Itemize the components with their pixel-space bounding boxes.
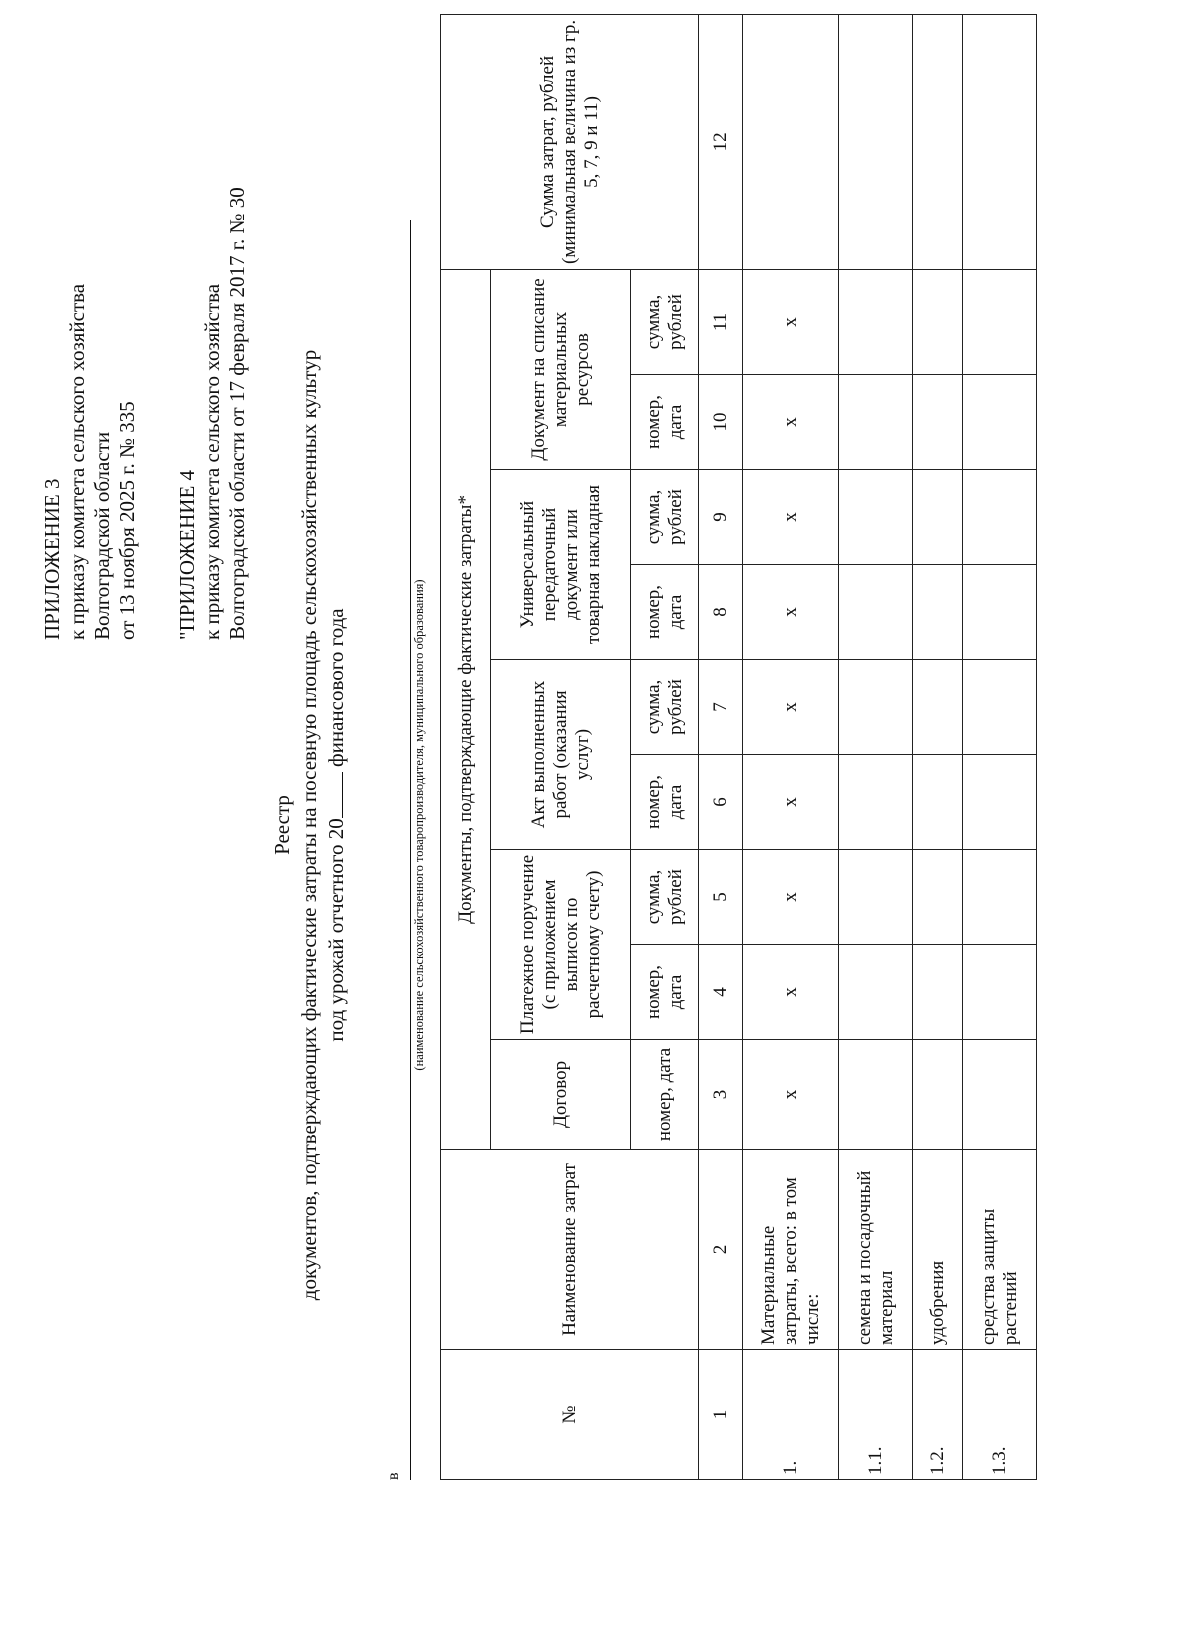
- table-cell: [913, 849, 963, 944]
- table-cell: [913, 754, 963, 849]
- colnum-cell: 11: [699, 269, 743, 374]
- subtitle-year-prefix: под урожай отчетного 20: [324, 818, 348, 1042]
- colnum-cell: 9: [699, 469, 743, 564]
- appendix-4-line: Волгоградской области от 17 февраля 2017 г. № 30: [225, 187, 249, 640]
- document-title: Реестр: [270, 795, 294, 855]
- appendix-3-title: ПРИЛОЖЕНИЕ 3: [40, 478, 64, 640]
- header-contract: Договор: [491, 1039, 631, 1149]
- appendix-3-block: [40, 284, 140, 640]
- table-cell: [839, 944, 913, 1039]
- table-cell: [963, 469, 1037, 564]
- table-cell: [963, 754, 1037, 849]
- table-cell: [963, 374, 1037, 469]
- table-cell: [839, 469, 913, 564]
- colnum-cell: 2: [699, 1149, 743, 1349]
- table-cell: [913, 659, 963, 754]
- row-name: семена и посадочный материал: [839, 1149, 913, 1349]
- table-cell: [839, 269, 913, 374]
- table-cell: [839, 14, 913, 269]
- table-cell: [839, 849, 913, 944]
- table-cell: x: [743, 269, 839, 374]
- table-cell: x: [743, 469, 839, 564]
- table-cell: [913, 944, 963, 1039]
- table-cell: [963, 564, 1037, 659]
- row-name: средства защиты растений: [963, 1149, 1037, 1349]
- table-cell: [963, 14, 1037, 269]
- colnum-cell: 8: [699, 564, 743, 659]
- table-cell: [913, 14, 963, 269]
- v-letter: в: [385, 1472, 402, 1480]
- table-cell: x: [743, 944, 839, 1039]
- colnum-cell: 4: [699, 944, 743, 1039]
- header-payment: Платежное поручение (с приложением выписок по расчетному счету): [491, 849, 631, 1039]
- table-cell: [913, 374, 963, 469]
- producer-note: (наименование сельскохозяйственного товаропроизводителя, муниципального образования): [412, 579, 426, 1071]
- row-number: 1.3.: [963, 1349, 1037, 1479]
- sub-number-date: номер, дата: [631, 374, 699, 469]
- table-cell: x: [743, 754, 839, 849]
- header-no: №: [441, 1349, 699, 1479]
- sub-sum: сумма, рублей: [631, 269, 699, 374]
- document-subtitle-year: [324, 0, 349, 1650]
- table-row: [743, 14, 839, 1479]
- colnum-cell: 1: [699, 1349, 743, 1479]
- table-cell: x: [743, 1039, 839, 1149]
- table-cell: [913, 1039, 963, 1149]
- table-cell: [963, 849, 1037, 944]
- colnum-cell: 10: [699, 374, 743, 469]
- document-subtitle: документов, подтверждающих фактические затраты на посевную площадь сельскохозяйственных культур: [297, 349, 321, 1301]
- table-cell: [913, 564, 963, 659]
- table-cell: [963, 269, 1037, 374]
- table-cell: [963, 944, 1037, 1039]
- table-cell: [963, 1039, 1037, 1149]
- registry-table: [440, 14, 1037, 1480]
- producer-line: [410, 220, 411, 1480]
- sub-number-date: номер, дата: [631, 564, 699, 659]
- appendix-3-line: Волгоградской области: [90, 431, 114, 640]
- table-cell: [913, 269, 963, 374]
- table-cell: x: [743, 374, 839, 469]
- header-upd: Универсальный передаточный документ или товарная накладная: [491, 469, 631, 659]
- sub-number-date: номер, дата: [631, 754, 699, 849]
- header-act: Акт выполненных работ (оказания услуг): [491, 659, 631, 849]
- row-number: 1.: [743, 1349, 839, 1479]
- colnum-cell: 6: [699, 754, 743, 849]
- header-writeoff: Документ на списание материальных ресурсов: [491, 269, 631, 469]
- sub-contract-number-date: номер, дата: [631, 1039, 699, 1149]
- colnum-cell: 7: [699, 659, 743, 754]
- subtitle-year-suffix: финансового года: [324, 608, 348, 767]
- header-name: Наименование затрат: [441, 1149, 699, 1349]
- row-number: 1.1.: [839, 1349, 913, 1479]
- table-cell: [839, 374, 913, 469]
- table-cell: x: [743, 564, 839, 659]
- sub-sum: сумма, рублей: [631, 849, 699, 944]
- table-cell: [963, 659, 1037, 754]
- row-name: удобрения: [913, 1149, 963, 1349]
- header-sum: Сумма затрат, рублей (минимальная величина из гр. 5, 7, 9 и 11): [441, 14, 699, 269]
- table-cell: [913, 469, 963, 564]
- table-cell: x: [743, 849, 839, 944]
- table-row: [913, 14, 963, 1479]
- appendix-4-block: [175, 187, 250, 640]
- table-cell: x: [743, 659, 839, 754]
- table-row: [839, 14, 913, 1479]
- colnum-cell: 5: [699, 849, 743, 944]
- table-cell: [839, 1039, 913, 1149]
- appendix-4-title: "ПРИЛОЖЕНИЕ 4: [175, 469, 199, 640]
- colnum-cell: 3: [699, 1039, 743, 1149]
- table-cell: [839, 754, 913, 849]
- appendix-3-line: от 13 ноября 2025 г. № 335: [115, 401, 139, 640]
- appendix-4-line: к приказу комитета сельского хозяйства: [200, 283, 224, 640]
- row-number: 1.2.: [913, 1349, 963, 1479]
- sub-sum: сумма, рублей: [631, 659, 699, 754]
- row-name: Материальные затраты, всего: в том числе:: [743, 1149, 839, 1349]
- sub-sum: сумма, рублей: [631, 469, 699, 564]
- appendix-3-line: к приказу комитета сельского хозяйства: [65, 283, 89, 640]
- header-docs-group: Документы, подтверждающие фактические затраты*: [441, 269, 491, 1149]
- table-cell: [839, 564, 913, 659]
- table-row: [963, 14, 1037, 1479]
- sub-number-date: номер, дата: [631, 944, 699, 1039]
- table-cell: [743, 14, 839, 269]
- colnum-cell: 12: [699, 14, 743, 269]
- table-cell: [839, 659, 913, 754]
- year-blank: [324, 772, 343, 818]
